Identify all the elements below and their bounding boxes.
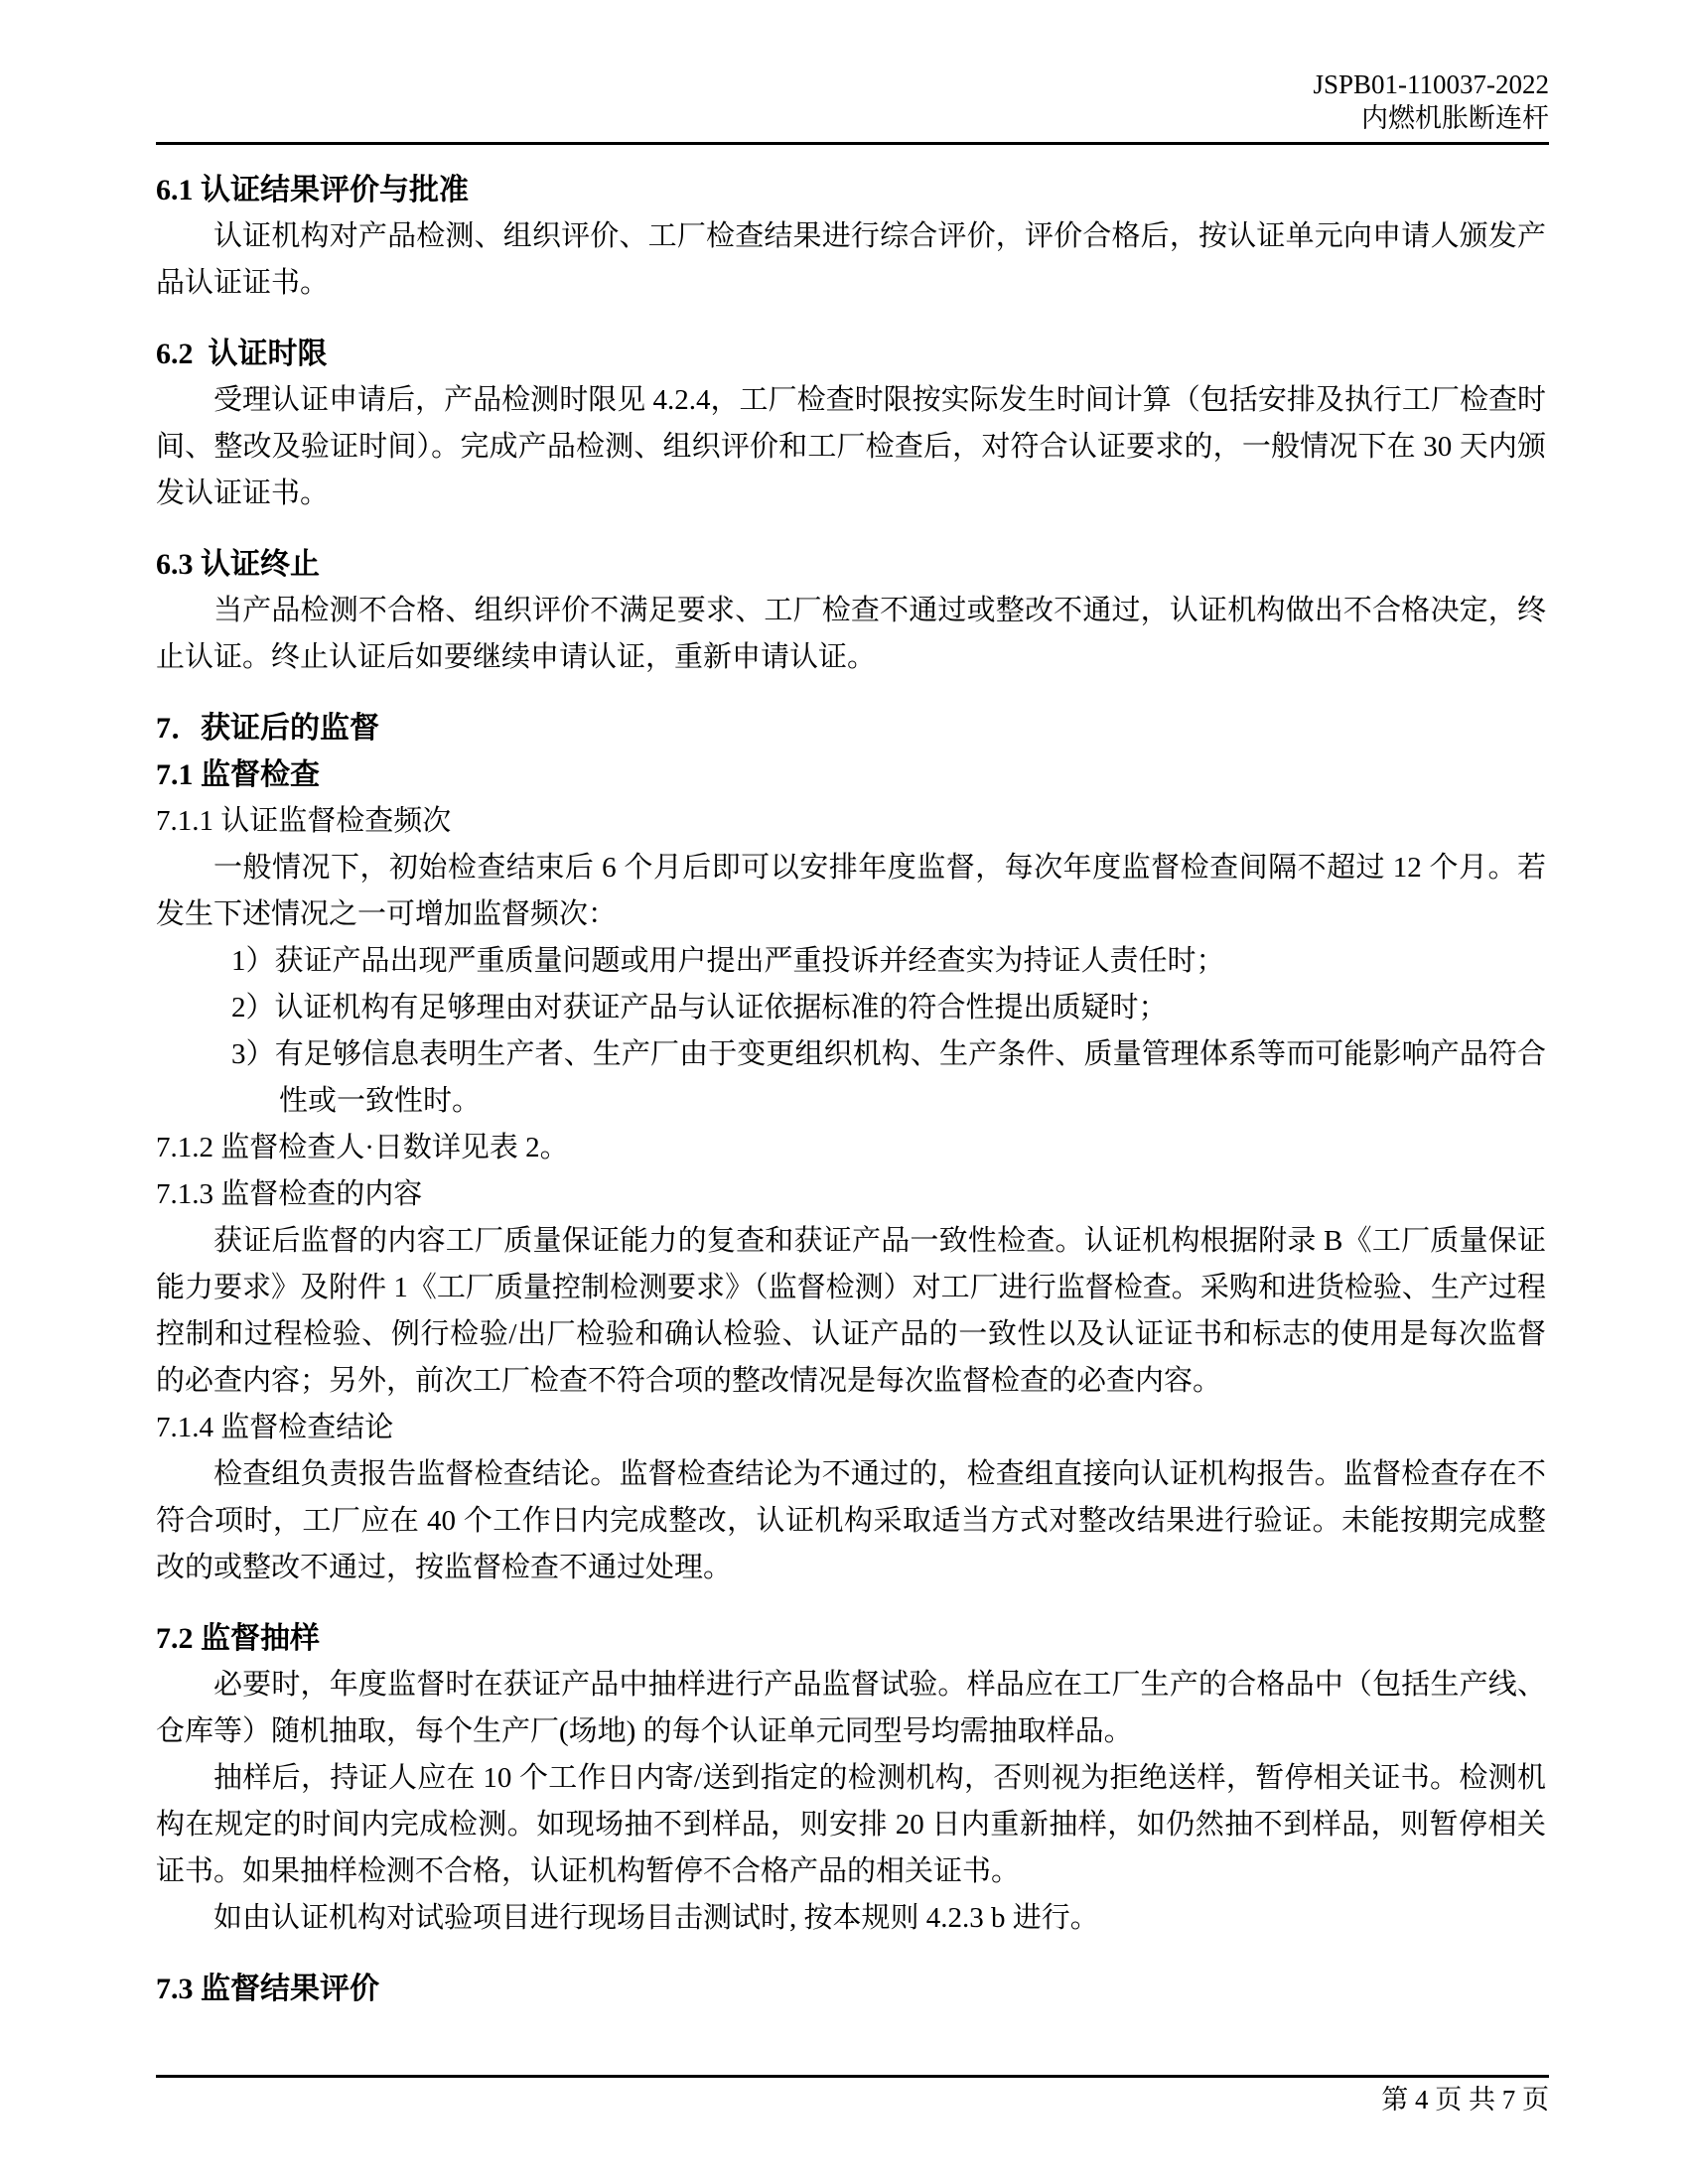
paragraph-6-3: 当产品检测不合格、组织评价不满足要求、工厂检查不通过或整改不通过，认证机构做出不合格决定，终止认证。终止认证后如要继续申请认证，重新申请认证。: [156, 595, 1546, 673]
page-header: [156, 68, 1549, 145]
list-item-3: 3）有足够信息表明生产者、生产厂由于变更组织机构、生产条件、质量管理体系等而可能影响产品符合性或一致性时。: [231, 1038, 1546, 1117]
section-heading-7-2: 7.2 监督抽样: [156, 1622, 320, 1655]
section-heading-7-1-3: 7.1.3 监督检查的内容: [156, 1178, 423, 1210]
paragraph-7-1-3: 获证后监督的内容工厂质量保证能力的复查和获证产品一致性检查。认证机构根据附录 B《工厂质量保证能力要求》及附件 1《工厂质量控制检测要求》（监督检测）对工厂进行监督检查。采购和进货检验、生产过程控制和过程检验、例行检验/出厂检验和确认检验、认证产品的一致性以及认证证书和标志的使用是每次监督的必查内容；另外，前次工厂检查不符合项的整改情况是每次监督检查的必查内容。: [156, 1225, 1546, 1397]
paragraph-7-2-c: 如由认证机构对试验项目进行现场目击测试时, 按本规则 4.2.3 b 进行。: [213, 1902, 1099, 1934]
paragraph-7-2-a: 必要时，年度监督时在获证产品中抽样进行产品监督试验。样品应在工厂生产的合格品中（包括生产线、仓库等）随机抽取，每个生产厂(场地) 的每个认证单元同型号均需抽取样品。: [156, 1669, 1546, 1747]
section-heading-7-1-4: 7.1.4 监督检查结论: [156, 1412, 394, 1443]
list-item-1: 1）获证产品出现严重质量问题或用户提出严重投诉并经查实为持证人责任时；: [231, 945, 1225, 977]
section-heading-7: 7．获证后的监督: [156, 712, 379, 745]
numbered-list: [156, 938, 1546, 1125]
page-number: 第 4 页 共 7 页: [1381, 2085, 1549, 2115]
list-item-2: 2）认证机构有足够理由对获证产品与认证依据标准的符合性提出质疑时；: [231, 992, 1168, 1024]
section-heading-6-3: 6.3 认证终止: [156, 548, 320, 581]
paragraph-6-1: 认证机构对产品检测、组织评价、工厂检查结果进行综合评价，评价合格后，按认证单元向申请人颁发产品认证证书。: [156, 220, 1546, 299]
paragraph-6-2: 受理认证申请后，产品检测时限见 4.2.4，工厂检查时限按实际发生时间计算（包括安排及执行工厂检查时间、整改及验证时间）。完成产品检测、组织评价和工厂检查后，对符合认证要求的，一般情况下在 30 天内颁发认证证书。: [156, 384, 1546, 509]
header-doc-name: 内燃机胀断连杆: [1361, 103, 1549, 133]
section-heading-6-2: 6.2 认证时限: [156, 338, 328, 370]
section-heading-7-1: 7.1 监督检查: [156, 758, 320, 791]
page-footer: [156, 2075, 1549, 2116]
paragraph-7-1-1: 一般情况下，初始检查结束后 6 个月后即可以安排年度监督，每次年度监督检查间隔不超过 12 个月。若发生下述情况之一可增加监督频次：: [156, 852, 1546, 930]
paragraph-7-2-b: 抽样后，持证人应在 10 个工作日内寄/送到指定的检测机构，否则视为拒绝送样，暂停相关证书。检测机构在规定的时间内完成检测。如现场抽不到样品，则安排 20 日内重新抽样，如仍然抽不到样品，则暂停相关证书。如果抽样检测不合格，认证机构暂停不合格产品的相关证书。: [156, 1762, 1546, 1887]
section-heading-7-1-2: 7.1.2 监督检查人·日数详见表 2。: [156, 1132, 569, 1163]
section-heading-6-1: 6.1 认证结果评价与批准: [156, 174, 469, 206]
paragraph-7-1-4: 检查组负责报告监督检查结论。监督检查结论为不通过的，检查组直接向认证机构报告。监督检查存在不符合项时，工厂应在 40 个工作日内完成整改，认证机构采取适当方式对整改结果进行验证。未能按期完成整改的或整改不通过，按监督检查不通过处理。: [156, 1458, 1546, 1583]
section-heading-7-1-1: 7.1.1 认证监督检查频次: [156, 805, 452, 837]
section-heading-7-3: 7.3 监督结果评价: [156, 1973, 379, 2005]
header-doc-code: JSPB01-110037-2022: [1313, 69, 1549, 99]
document-body: [156, 143, 1546, 2012]
